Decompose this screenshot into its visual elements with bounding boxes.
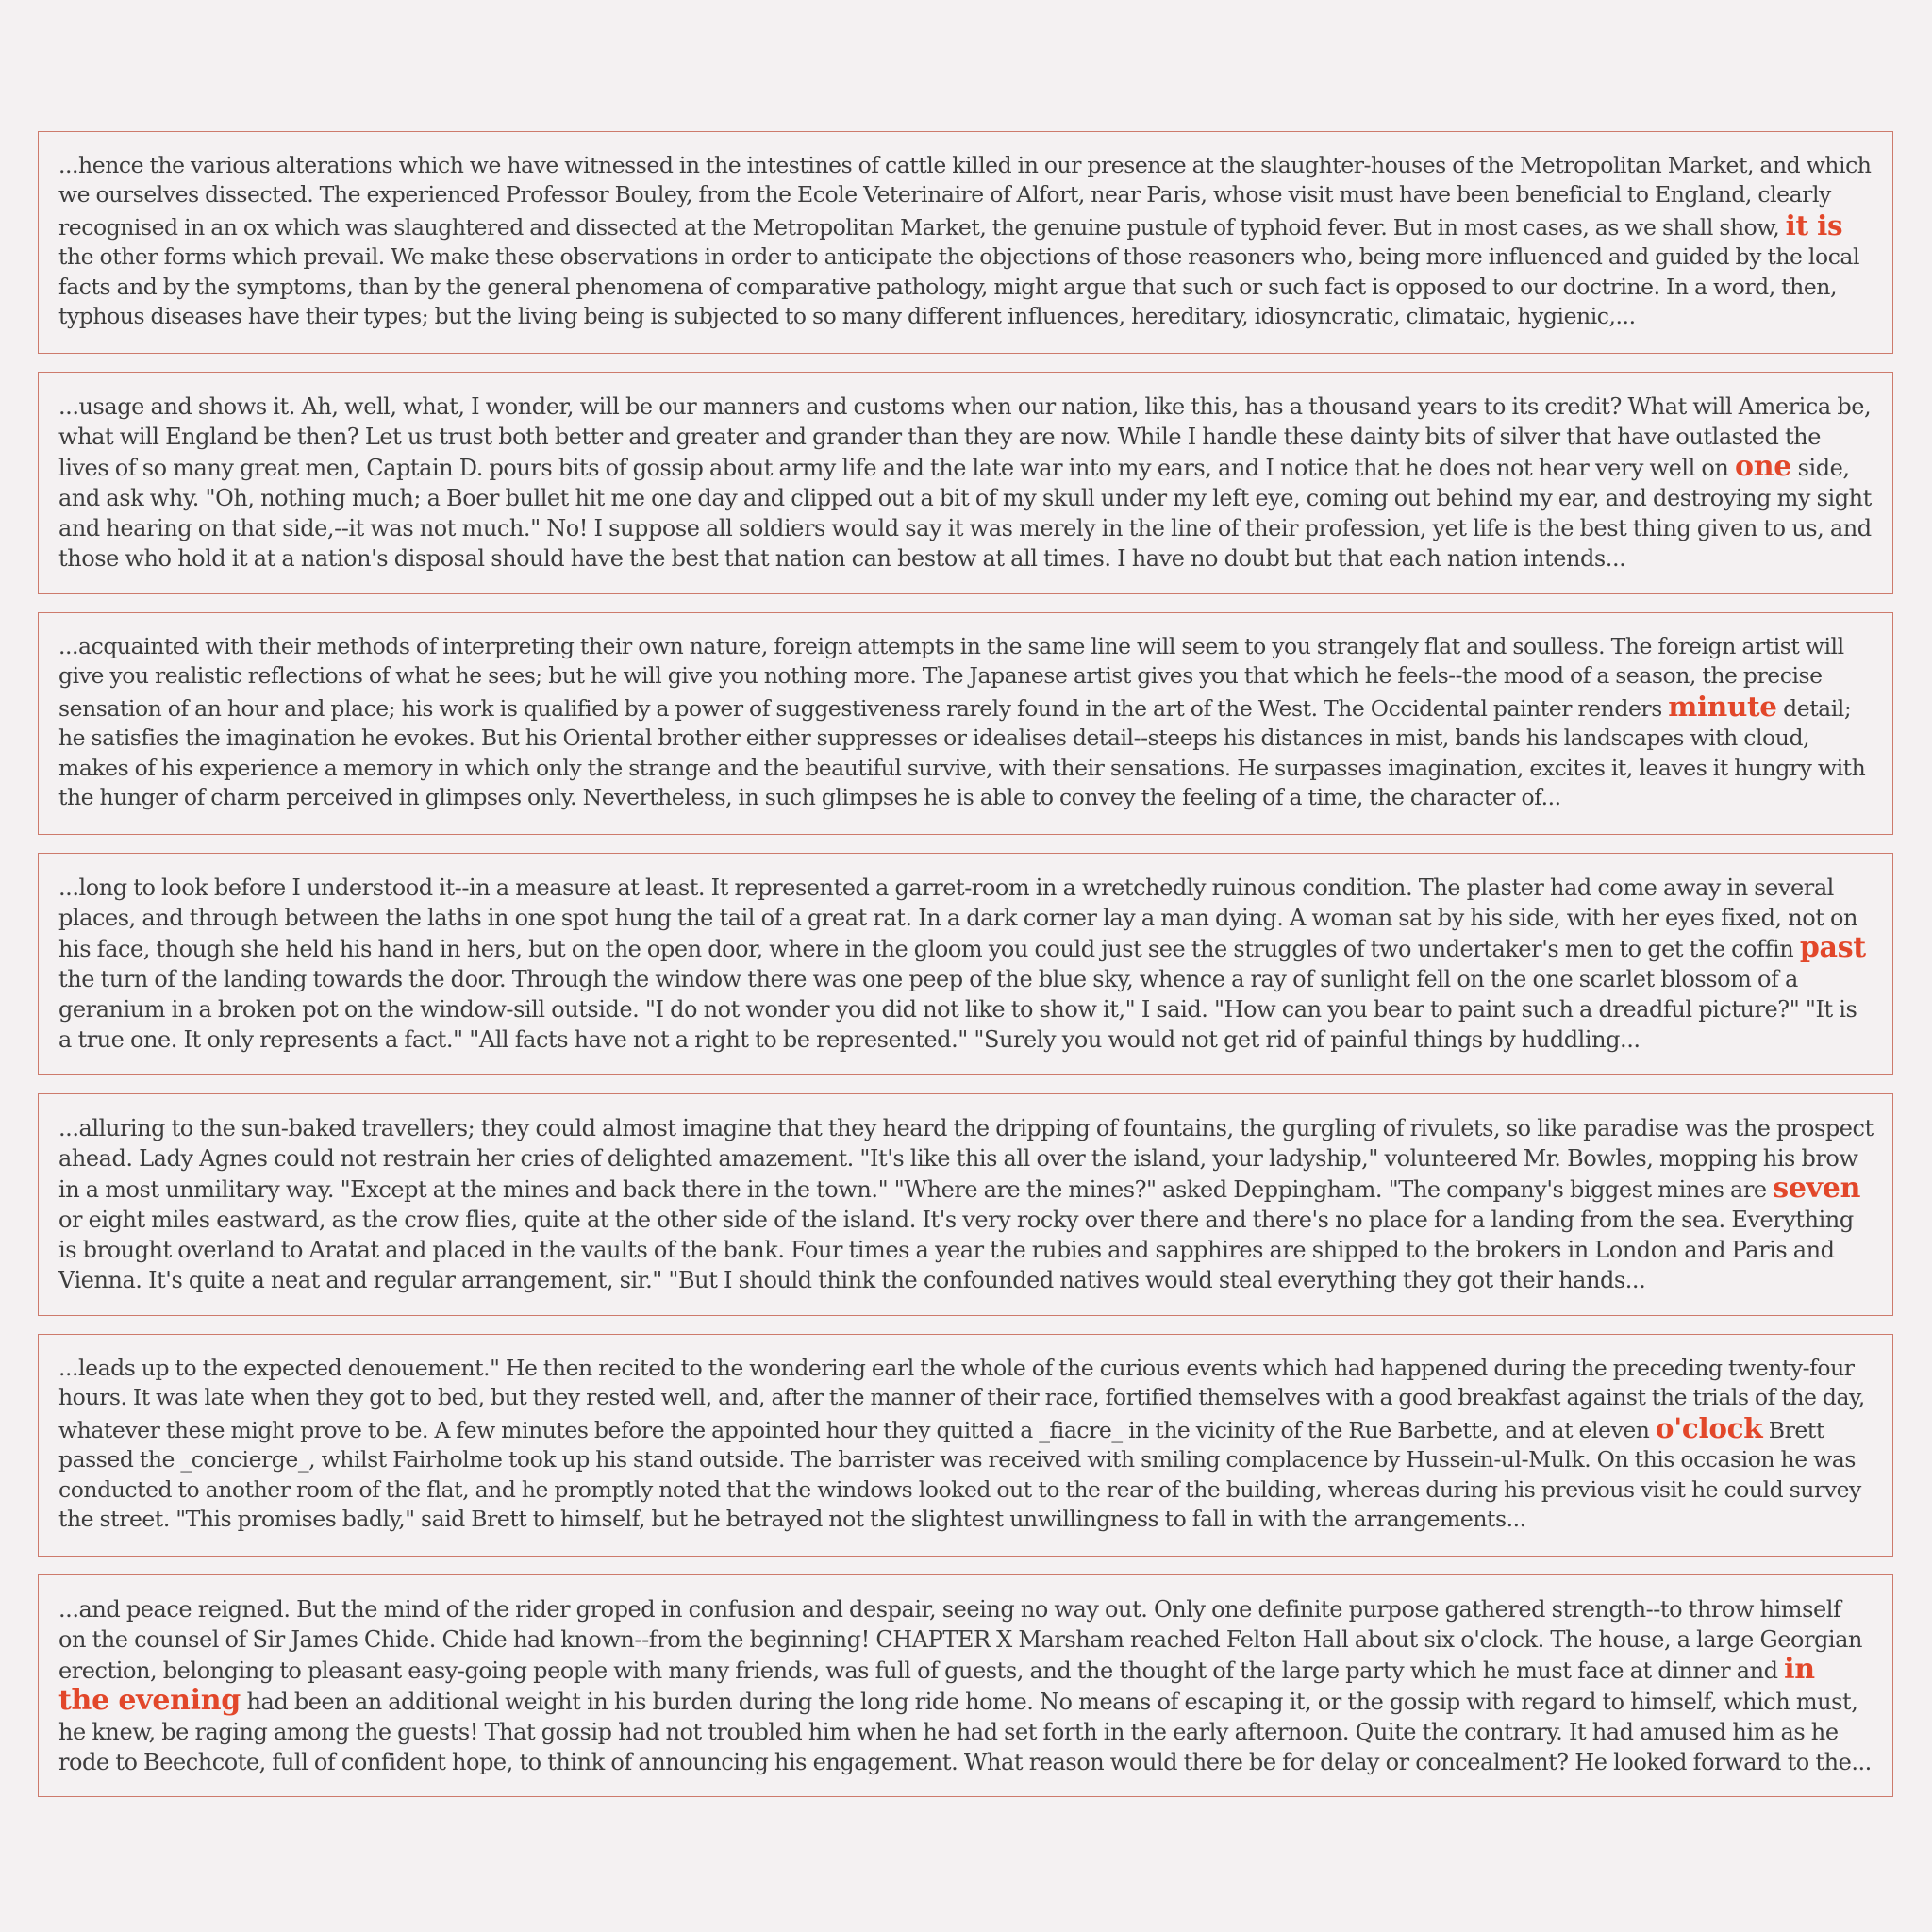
passage-text bbox=[58, 1113, 1874, 1295]
passage-text bbox=[58, 1594, 1874, 1777]
text-before: ...acquainted with their methods of interpreting their own nature, foreign attempts in the same line will seem to you strangely flat and soulless. The foreign artist will give you realistic reflections of what he sees; but he will give you nothing more. The Japanese artist gives you that which he feels--the mood of a season, the precise sensation of an hour and place; his work is qualified by a power of suggestiveness rarely found in the art of the West. The Occidental painter renders bbox=[58, 633, 1844, 722]
text-before: ...long to look before I understood it--in a measure at least. It represented a garret-room in a wretchedly ruinous condition. The plaster had come away in several places, and through between the laths in one spot hung the tail of a great rat. In a dark corner lay a man dying. A woman sat by his side, with her eyes fixed, not on his face, though she held his hand in hers, but on the open door, where in the gloom you could just see the struggles of two undertaker's men to get the coffin bbox=[58, 874, 1858, 962]
passage-list bbox=[38, 131, 1893, 1815]
passage-text bbox=[58, 151, 1874, 331]
text-before: ...leads up to the expected denouement." He then recited to the wondering earl the whole of the curious events which had happened during the preceding twenty-four hours. It was late when they got to bed, but they rested well, and, after the manner of their race, fortified themselves with a good breakfast against the trials of the day, whatever these might prove to be. A few minutes before the appointed hour they quitted a _fiacre_ in the vicinity of the Rue Barbette, and at eleven bbox=[58, 1355, 1865, 1443]
text-after: Brett passed the _concierge_, whilst Fairholme took up his stand outside. The barrister was received with smiling complacence by Hussein-ul-Mulk. On this occasion he was conducted to another room of the flat, and he promptly noted that the windows looked out to the rear of the building, whereas during his previous visit he could survey the street. "This promises badly," said Brett to himself, but he betrayed not the slightest unwillingness to fall in with the arrangements... bbox=[58, 1416, 1861, 1533]
highlighted-phrase: seven bbox=[1773, 1172, 1861, 1205]
text-after: the other forms which prevail. We make these observations in order to anticipate the objections of those reasoners who, being more influenced and guided by the local facts and by the symptoms, than by the general phenomena of comparative pathology, might argue that such or such fact is opposed to our doctrine. In a word, then, typhous diseases have their types; but the living being is subjected to so many different influences, hereditary, idiosyncratic, climataic, hygienic,... bbox=[58, 243, 1860, 330]
text-after: the turn of the landing towards the door. Through the window there was one peep of the blue sky, whence a ray of sunlight fell on the one scarlet blossom of a geranium in a broken pot on the window-sill outside. "I do not wonder you did not like to show it," I said. "How can you bear to paint such a dreadful picture?" "It is a true one. It only represents a fact." "All facts have not a right to be represented." "Surely you would not get rid of painful things by huddling... bbox=[58, 966, 1857, 1053]
highlighted-phrase: one bbox=[1735, 450, 1792, 483]
passage-text bbox=[58, 873, 1874, 1055]
passage-box bbox=[38, 372, 1893, 594]
highlighted-phrase: o'clock bbox=[1655, 1410, 1763, 1444]
passage-box bbox=[38, 612, 1893, 835]
passage-box bbox=[38, 1093, 1893, 1316]
highlighted-phrase: past bbox=[1799, 931, 1866, 964]
passage-box bbox=[38, 1334, 1893, 1557]
text-before: ...hence the various alterations which we have witnessed in the intestines of cattle killed in our presence at the slaughter-houses of the Metropolitan Market, and which we ourselves dissected. The experienced Professor Bouley, from the Ecole Veterinaire of Alfort, near Paris, whose visit must have been beneficial to England, clearly recognised in an ox which was slaughtered and dissected at the Metropolitan Market, the genuine pustule of typhoid fever. But in most cases, as we shall show, bbox=[58, 152, 1872, 241]
passage-text bbox=[58, 391, 1874, 574]
text-before: ...alluring to the sun-baked travellers; they could almost imagine that they heard the dripping of fountains, the gurgling of rivulets, so like paradise was the prospect ahead. Lady Agnes could not restrain her cries of delighted amazement. "It's like this all over the island, your ladyship," volunteered Mr. Bowles, mopping his brow in a most unmilitary way. "Except at the mines and back there in the town." "Where are the mines?" asked Deppingham. "The company's biggest mines are bbox=[58, 1115, 1874, 1203]
passage-box bbox=[38, 1574, 1893, 1797]
text-before: ...and peace reigned. But the mind of the rider groped in confusion and despair, seeing no way out. Only one definite purpose gathered strength--to throw himself on the counsel of Sir James Chide. Chide had known--from the beginning! CHAPTER X Marsham reached Felton Hall about six o'clock. The house, a large Georgian erection, belonging to pleasant easy-going people with many friends, was full of guests, and the thought of the large party which he must face at dinner and bbox=[58, 1596, 1862, 1684]
highlighted-phrase: in the evening bbox=[58, 1653, 1815, 1717]
text-after: or eight miles eastward, as the crow flies, quite at the other side of the island. It's very rocky over there and there's no place for a landing from the sea. Everything is brought overland to Aratat and placed in the vaults of the bank. Four times a year the rubies and sapphires are shipped to the brokers in London and Paris and Vienna. It's quite a neat and regular arrangement, sir." "But I should think the confounded natives would steal everything they got their hands... bbox=[58, 1207, 1854, 1293]
passage-box bbox=[38, 853, 1893, 1075]
passage-text bbox=[58, 632, 1874, 812]
text-after: had been an additional weight in his burden during the long ride home. No means of escaping it, or the gossip with regard to himself, which must, he knew, be raging among the guests! That gossip had not troubled him when he had set forth in the early afternoon. Quite the contrary. It had amused him as he rode to Beechcote, full of confident hope, to think of announcing his engagement. What reason would there be for delay or concealment? He looked forward to the... bbox=[58, 1689, 1872, 1775]
text-before: ...usage and shows it. Ah, well, what, I wonder, will be our manners and customs when our nation, like this, has a thousand years to its credit? What will America be, what will England be then? Let us trust both better and greater and grander than they are now. While I handle these dainty bits of silver that have outlasted the lives of so many great men, Captain D. pours bits of gossip about army life and the late war into my ears, and I notice that he does not hear very well on bbox=[58, 393, 1872, 481]
text-after: detail; he satisfies the imagination he evokes. But his Oriental brother either suppresses or idealises detail--steeps his distances in mist, bands his landscapes with cloud, makes of his experience a memory in which only the strange and the beautiful survive, with their sensations. He surpasses imagination, excites it, leaves it hungry with the hunger of charm perceived in glimpses only. Nevertheless, in such glimpses he is able to convey the feeling of a time, the character of... bbox=[58, 694, 1866, 811]
passage-box bbox=[38, 131, 1893, 354]
passage-text bbox=[58, 1354, 1874, 1534]
text-after: side, and ask why. "Oh, nothing much; a Boer bullet hit me one day and clipped out a bit of my skull under my left eye, coming out behind my ear, and destroying my sight and hearing on that side,--it was not much." No! I suppose all soldiers would say it was merely in the line of their profession, yet life is the best thing given to us, and those who hold it at a nation's disposal should have the best that nation can bestow at all times. I have no doubt but that each nation intends... bbox=[58, 455, 1872, 572]
highlighted-phrase: it is bbox=[1785, 208, 1843, 242]
highlighted-phrase: minute bbox=[1668, 689, 1777, 723]
